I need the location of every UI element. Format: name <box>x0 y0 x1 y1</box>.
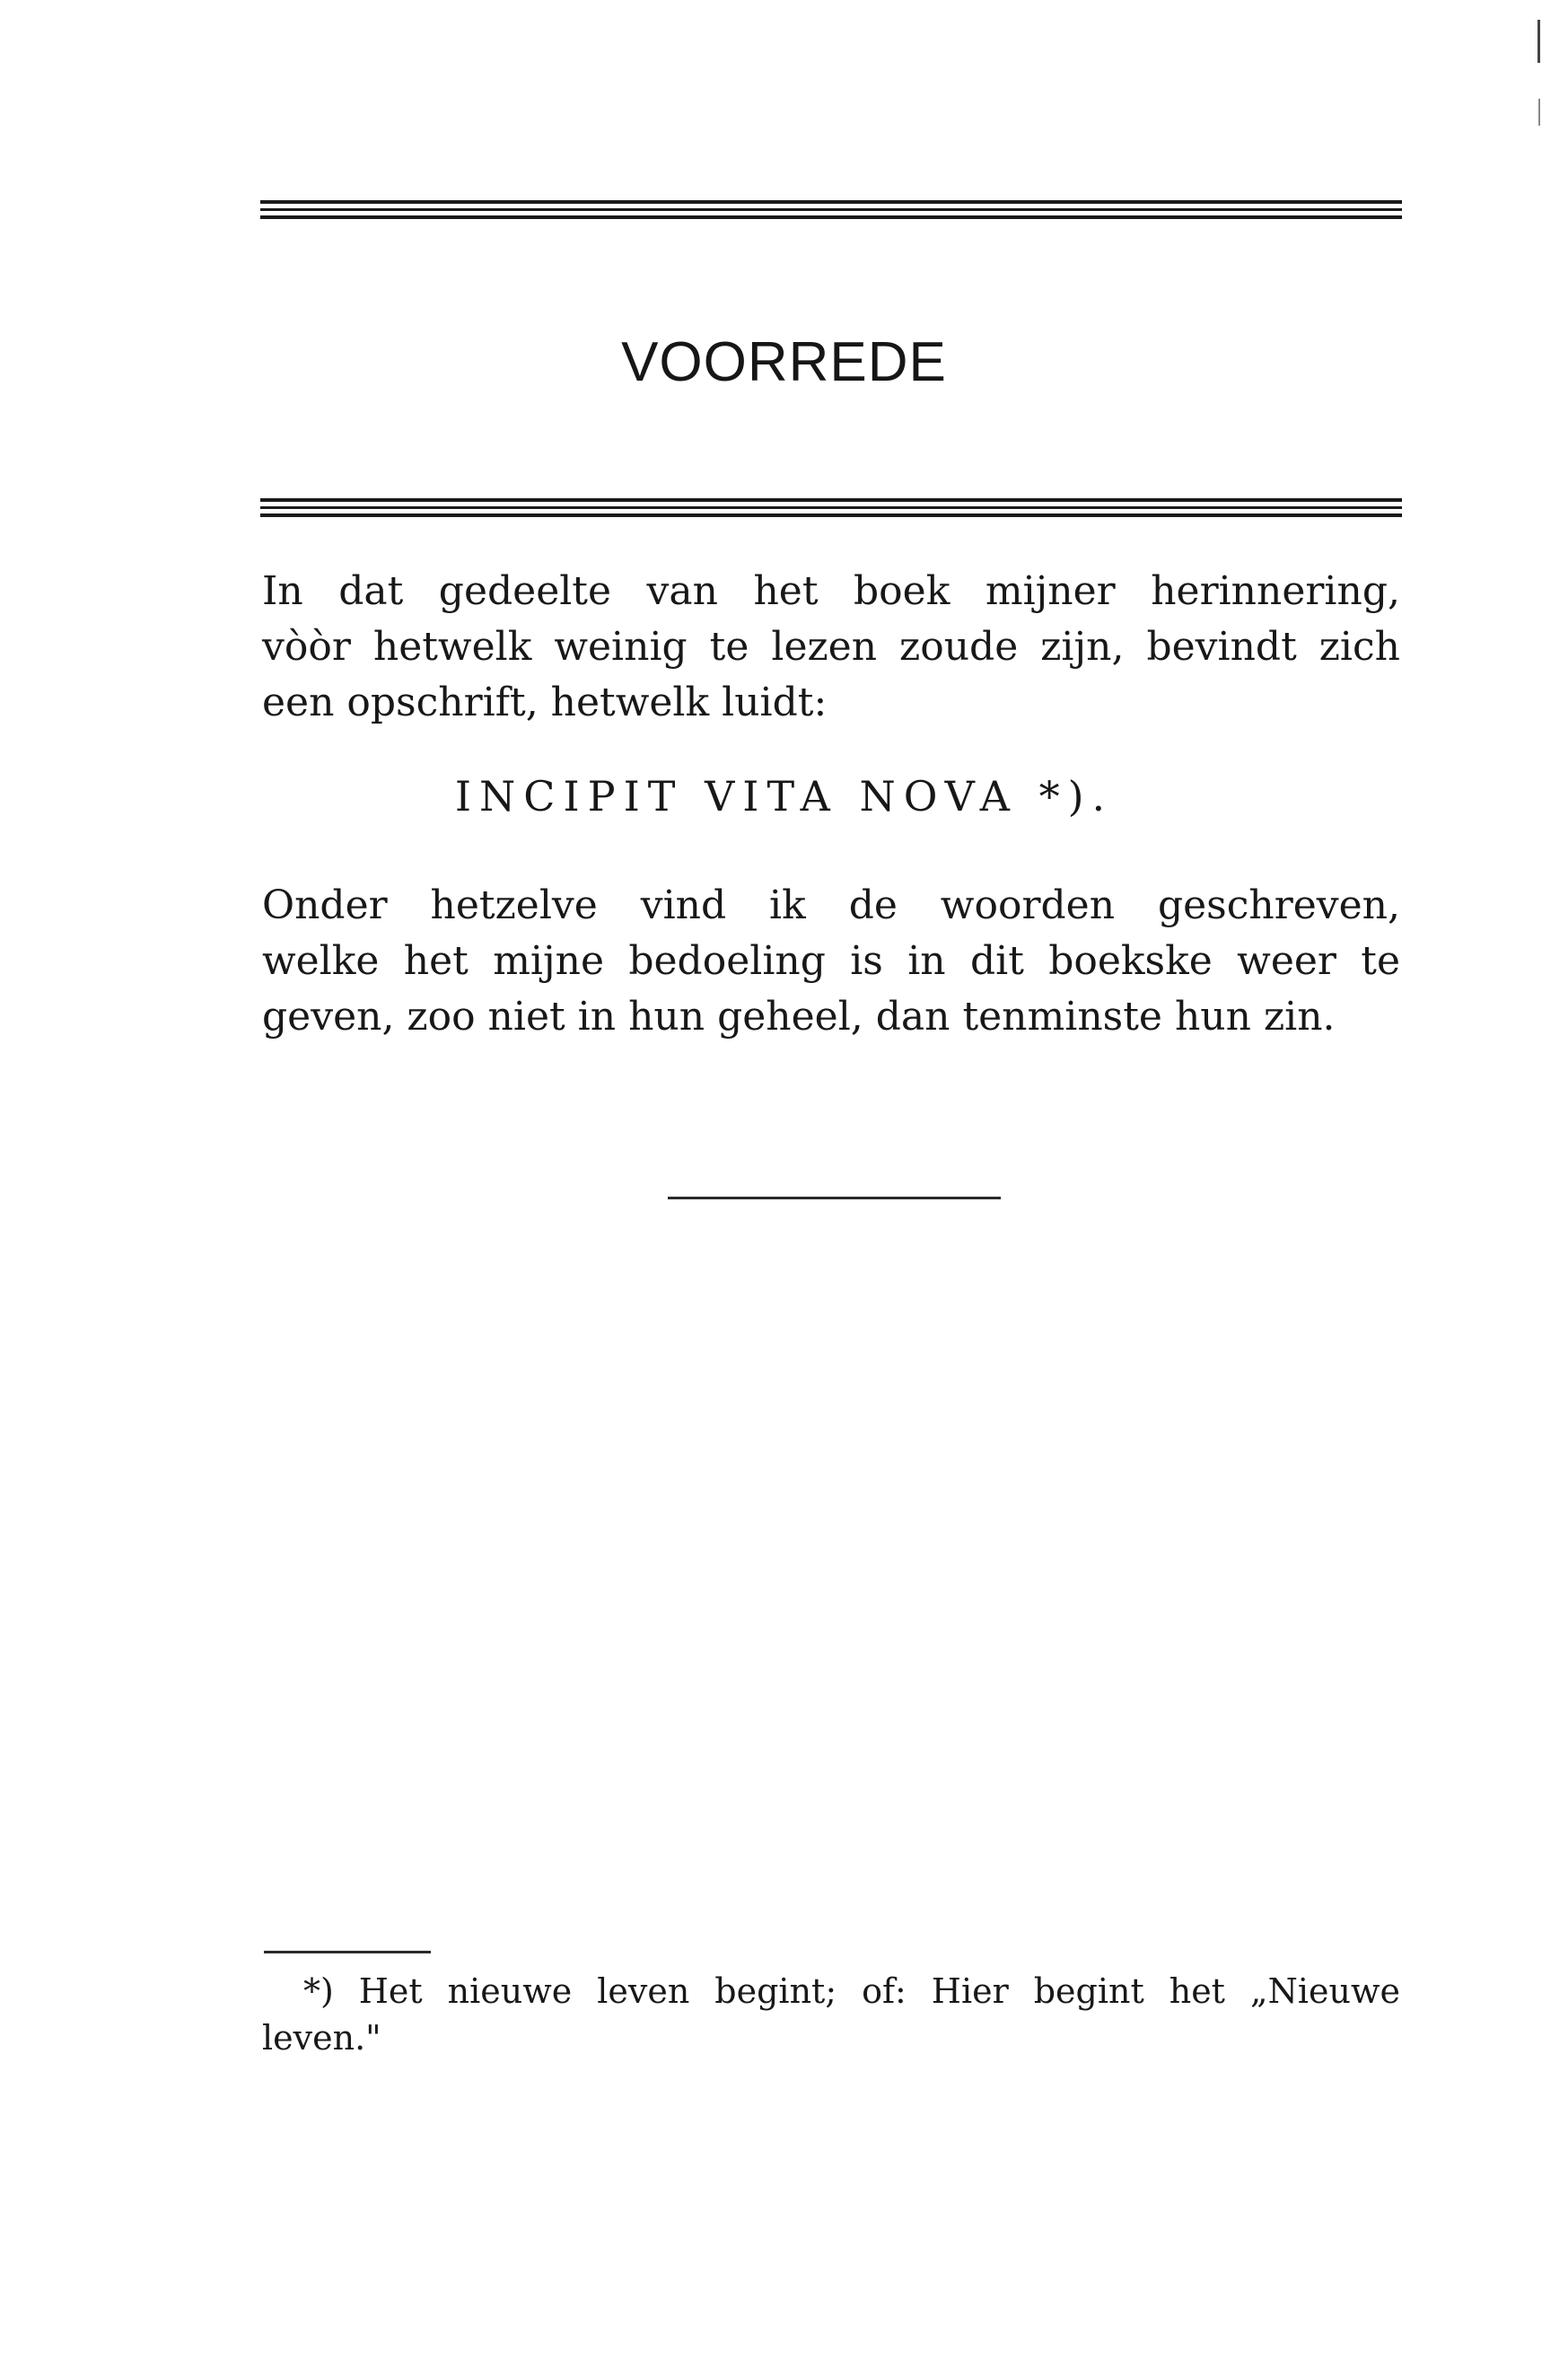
paragraph-line: een opschrift, hetwelk luidt: <box>262 680 828 725</box>
footnote-line: *) Het nieuwe leven begint; of: Hier begint het „Nieuwe <box>303 1971 1400 2011</box>
footnote-line: leven." <box>262 2018 381 2058</box>
paragraph-1 <box>262 564 1400 731</box>
paragraph-line: In dat gedeelte van het boek mijner herinnering, <box>262 568 1400 614</box>
paragraph-line: Onder hetzelve vind ik de woorden geschreven, <box>262 882 1400 928</box>
paragraph-line: geven, zoo niet in hun geheel, dan tenminste hun zin. <box>262 994 1336 1040</box>
footnote-rule <box>264 1951 431 1953</box>
scan-edge-mark <box>1538 99 1540 126</box>
paragraph-2 <box>262 878 1400 1045</box>
scan-edge-mark <box>1537 20 1540 63</box>
top-double-rule <box>260 200 1402 220</box>
paragraph-line: vòòr hetwelk weinig te lezen zoude zijn, bevindt zich <box>262 624 1400 670</box>
incipit-heading: INCIPIT VITA NOVA *). <box>454 772 1114 821</box>
title-double-rule <box>260 498 1402 518</box>
page-title: VOORREDE <box>621 331 947 393</box>
paragraph-line: welke het mijne bedoeling is in dit boekske weer te <box>262 938 1400 984</box>
footnote <box>262 1968 1400 2061</box>
section-divider <box>668 1197 1001 1199</box>
